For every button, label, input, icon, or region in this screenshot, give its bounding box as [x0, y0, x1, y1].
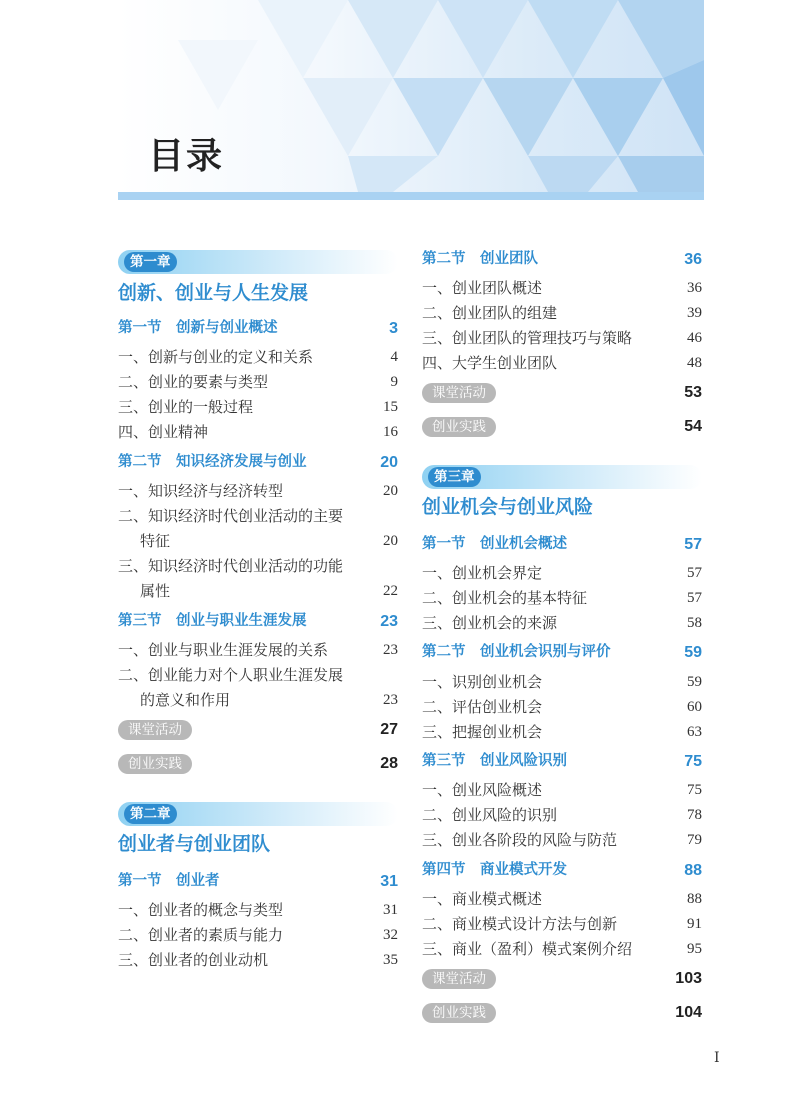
page-number: 4	[390, 349, 398, 365]
page-number: 39	[687, 305, 702, 321]
entry-title: 一、创业者的概念与类型	[118, 901, 284, 919]
section-title: 第一节 创业机会概述	[422, 536, 567, 552]
toc-entry[interactable]	[118, 663, 398, 688]
entry-title: 四、大学生创业团队	[422, 354, 558, 372]
header-underline	[118, 192, 704, 200]
page-number: 9	[390, 374, 398, 390]
activity-pill: 课堂活动	[422, 969, 496, 989]
chapter-title[interactable]: 创新、创业与人生发展	[118, 282, 309, 304]
practice-entry[interactable]	[422, 1002, 702, 1024]
section-title: 第三节 创业风险识别	[422, 753, 567, 769]
section-entry[interactable]	[422, 858, 702, 883]
entry-title: 一、创业机会界定	[422, 564, 543, 582]
page-number: 95	[687, 941, 702, 957]
entry-title: 三、把握创业机会	[422, 723, 543, 741]
section-title: 第一节 创业者	[118, 873, 220, 889]
section-entry[interactable]	[422, 247, 702, 272]
toc-entry-continued[interactable]	[118, 529, 398, 554]
class-activity-entry[interactable]	[118, 719, 398, 741]
entry-title: 一、创业风险概述	[422, 781, 543, 799]
section-entry[interactable]	[118, 869, 398, 894]
practice-pill: 创业实践	[118, 754, 192, 774]
practice-pill: 创业实践	[422, 417, 496, 437]
toc-entry[interactable]	[118, 345, 398, 370]
entry-title: 二、创业风险的识别	[422, 806, 558, 824]
toc-entry[interactable]	[422, 887, 702, 912]
entry-title: 一、知识经济与经济转型	[118, 482, 284, 500]
toc-entry[interactable]	[118, 638, 398, 663]
toc-entry[interactable]	[422, 670, 702, 695]
page-number: 28	[380, 755, 398, 772]
entry-title: 二、商业模式设计方法与创新	[422, 915, 618, 933]
activity-pill: 课堂活动	[422, 383, 496, 403]
entry-title: 三、创业的一般过程	[118, 398, 254, 416]
toc-entry[interactable]	[118, 395, 398, 420]
chapter-label: 第三章	[428, 467, 481, 487]
page-number: 20	[383, 483, 398, 499]
activity-pill: 课堂活动	[118, 720, 192, 740]
toc-entry[interactable]	[422, 828, 702, 853]
page-number: 91	[687, 916, 702, 932]
page-number: 88	[684, 862, 702, 879]
entry-title: 二、创业的要素与类型	[118, 373, 269, 391]
entry-title: 一、创业与职业生涯发展的关系	[118, 641, 329, 659]
page-number: 16	[383, 424, 398, 440]
toc-entry[interactable]	[422, 778, 702, 803]
page-number: 58	[687, 615, 702, 631]
page-number: 59	[687, 674, 702, 690]
entry-title: 三、商业（盈利）模式案例介绍	[422, 940, 633, 958]
chapter-badge	[118, 250, 398, 274]
section-title: 第一节 创新与创业概述	[118, 320, 278, 336]
page-number: 79	[687, 832, 702, 848]
page-number: 75	[684, 753, 702, 770]
page-number: 32	[383, 927, 398, 943]
chapter-title[interactable]: 创业机会与创业风险	[422, 496, 594, 518]
entry-title: 一、创业团队概述	[422, 279, 543, 297]
toc-entry[interactable]	[422, 912, 702, 937]
page-number: 63	[687, 724, 702, 740]
toc-entry-continued[interactable]	[118, 688, 398, 713]
toc-entry[interactable]	[422, 695, 702, 720]
practice-entry[interactable]	[422, 416, 702, 438]
toc-entry[interactable]	[118, 923, 398, 948]
chapter-label: 第一章	[124, 252, 177, 272]
page-number: 23	[380, 613, 398, 630]
class-activity-entry[interactable]	[422, 382, 702, 404]
section-entry[interactable]	[118, 316, 398, 341]
entry-title: 二、创业能力对个人职业生涯发展	[118, 666, 344, 684]
page-number: 88	[687, 891, 702, 907]
page-number: 36	[687, 280, 702, 296]
page-number: 57	[687, 590, 702, 606]
page-number: 31	[380, 873, 398, 890]
class-activity-entry[interactable]	[422, 968, 702, 990]
entry-title: 三、创业者的创业动机	[118, 951, 269, 969]
page-number: 54	[684, 418, 702, 435]
page-number: 46	[687, 330, 702, 346]
page-number: 23	[383, 692, 398, 708]
page-number: 57	[687, 565, 702, 581]
entry-title: 一、识别创业机会	[422, 673, 543, 691]
entry-title: 三、创业团队的管理技巧与策略	[422, 329, 633, 347]
section-entry[interactable]	[118, 450, 398, 475]
practice-entry[interactable]	[118, 753, 398, 775]
toc-entry[interactable]	[118, 370, 398, 395]
toc-entry[interactable]	[118, 420, 398, 445]
section-title: 第二节 创业机会识别与评价	[422, 644, 611, 660]
page-number: 23	[383, 642, 398, 658]
section-entry[interactable]	[422, 749, 702, 774]
practice-pill: 创业实践	[422, 1003, 496, 1023]
entry-title-continued: 属性	[140, 582, 171, 600]
entry-title-continued: 特征	[140, 532, 171, 550]
page-number: 36	[684, 251, 702, 268]
toc-entry[interactable]	[422, 276, 702, 301]
entry-title: 三、知识经济时代创业活动的功能	[118, 557, 344, 575]
page-number: 75	[687, 782, 702, 798]
page-number: 20	[380, 454, 398, 471]
page-number: 78	[687, 807, 702, 823]
page-number: 59	[684, 644, 702, 661]
folio-page-number: I	[714, 1050, 720, 1066]
entry-title: 三、创业机会的来源	[422, 614, 558, 632]
entry-title: 一、商业模式概述	[422, 890, 543, 908]
entry-title: 二、评估创业机会	[422, 698, 543, 716]
page-number: 20	[383, 533, 398, 549]
page-number: 35	[383, 952, 398, 968]
section-entry[interactable]	[422, 640, 702, 665]
section-title: 第三节 创业与职业生涯发展	[118, 613, 307, 629]
page-number: 104	[675, 1004, 702, 1021]
section-title: 第二节 知识经济发展与创业	[118, 454, 307, 470]
toc-entry[interactable]	[422, 803, 702, 828]
toc-entry[interactable]	[422, 561, 702, 586]
chapter-badge	[422, 465, 702, 489]
entry-title-continued: 的意义和作用	[140, 691, 231, 709]
page-number: 60	[687, 699, 702, 715]
page-title: 目录	[148, 136, 225, 177]
entry-title: 二、创业机会的基本特征	[422, 589, 588, 607]
page-number: 3	[389, 320, 398, 337]
page-number: 53	[684, 384, 702, 401]
entry-title: 二、知识经济时代创业活动的主要	[118, 507, 344, 525]
toc-entry-continued[interactable]	[118, 579, 398, 604]
section-entry[interactable]	[118, 609, 398, 634]
toc-entry[interactable]	[118, 554, 398, 579]
entry-title: 一、创新与创业的定义和关系	[118, 348, 314, 366]
page-number: 22	[383, 583, 398, 599]
entry-title: 三、创业各阶段的风险与防范	[422, 831, 618, 849]
toc-entry[interactable]	[118, 504, 398, 529]
toc-entry[interactable]	[118, 898, 398, 923]
entry-title: 四、创业精神	[118, 423, 209, 441]
section-entry[interactable]	[422, 532, 702, 557]
page-number: 27	[380, 721, 398, 738]
toc-entry[interactable]	[118, 948, 398, 973]
section-title: 第二节 创业团队	[422, 251, 538, 267]
toc-entry[interactable]	[422, 937, 702, 962]
page-number: 103	[675, 970, 702, 987]
chapter-badge	[118, 802, 398, 826]
toc-entry[interactable]	[422, 301, 702, 326]
chapter-label: 第二章	[124, 804, 177, 824]
toc-entry[interactable]	[422, 586, 702, 611]
toc-entry[interactable]	[422, 720, 702, 745]
toc-entry[interactable]	[422, 611, 702, 636]
page-number: 31	[383, 902, 398, 918]
chapter-title[interactable]: 创业者与创业团队	[118, 833, 271, 855]
toc-entry[interactable]	[422, 326, 702, 351]
entry-title: 二、创业者的素质与能力	[118, 926, 284, 944]
section-title: 第四节 商业模式开发	[422, 862, 567, 878]
toc-entry[interactable]	[422, 351, 702, 376]
entry-title: 二、创业团队的组建	[422, 304, 558, 322]
page-number: 57	[684, 536, 702, 553]
page-number: 48	[687, 355, 702, 371]
page-number: 15	[383, 399, 398, 415]
toc-entry[interactable]	[118, 479, 398, 504]
